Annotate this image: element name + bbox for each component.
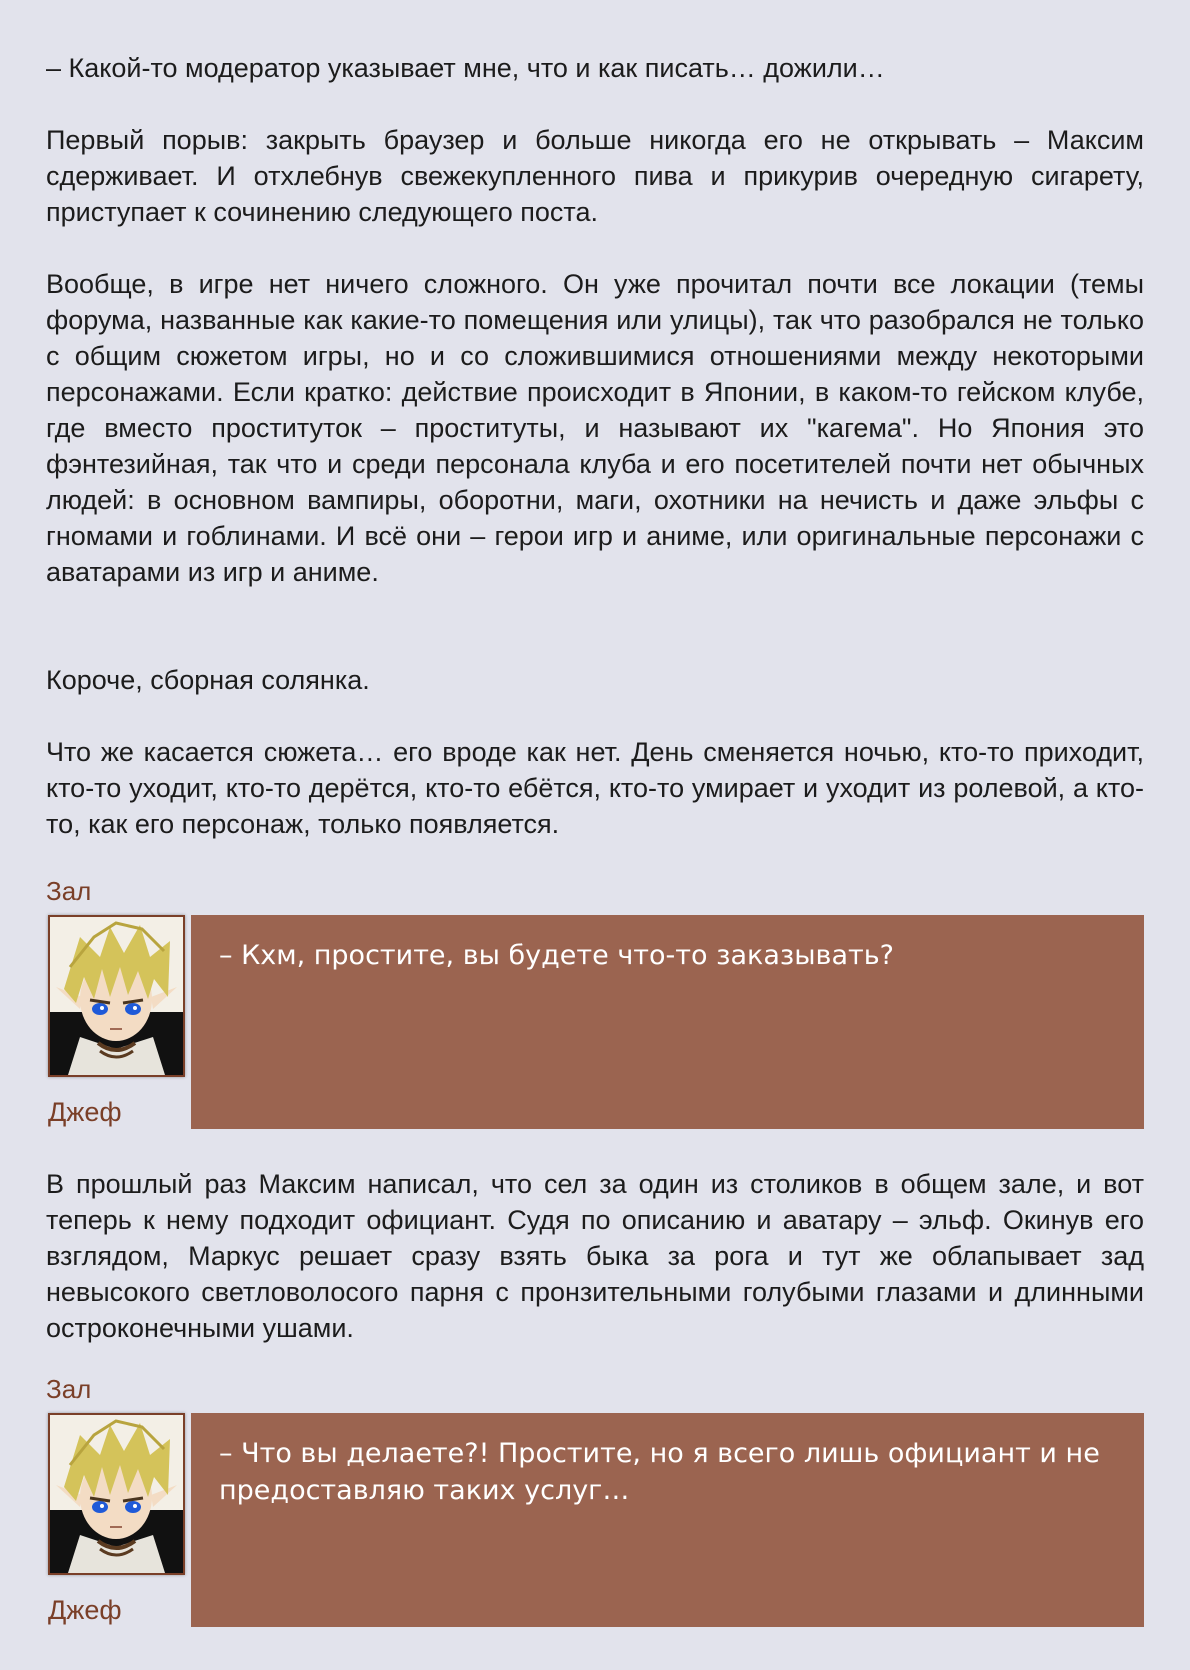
paragraph-6: В прошлый раз Максим написал, что сел за один из столиков в общем зале, и вот теперь к нему подходит официант. Судя по описанию и аватару – эльф. Окинув его взглядом, Маркус решает сразу взять быка за рога и тут же облапывает зад невысокого светловолосого парня с пронзительными голубыми глазами и длинными остроконечными ушами. — [46, 1169, 1144, 1343]
paragraph-1: – Какой-то модератор указывает мне, что и как писать… дожили… — [46, 53, 885, 83]
elf-avatar-icon — [48, 915, 185, 1077]
character-name: Джеф — [48, 1097, 122, 1127]
paragraph-4: Короче, сборная солянка. — [46, 665, 370, 695]
paragraph-3: Вообще, в игре нет ничего сложного. Он уже прочитал почти все локации (темы форума, названные как какие-то помещения или улицы), так что разобрался не только с общим сюжетом игры, но и со сложившимися отношениями между некоторыми персонажами. Если кратко: действие происходит в Японии, в каком-то гейском клубе, где вместо проституток – проституты, и называют их "кагема". Но Япония это фэнтезийная, так что и среди персонала клуба и его посетителей почти нет обычных людей: в основном вампиры, оборотни, маги, охотники на нечисть и даже эльфы с гномами и гоблинами. И всё они – герои игр и аниме, или оригинальные персонажи с аватарами из игр и аниме. — [46, 269, 1144, 587]
paragraph-5: Что же касается сюжета… его вроде как нет. День сменяется ночью, кто-то приходит, кто-то уходит, кто-то дерётся, кто-то ебётся, кто-то умирает и уходит из ролевой, а кто-то, как его персонаж, только появляется. — [46, 737, 1144, 839]
post-message-box — [191, 1413, 1144, 1627]
post-location-label: Зал — [46, 876, 92, 906]
post-message-box — [191, 915, 1144, 1129]
character-name: Джеф — [48, 1595, 122, 1625]
elf-avatar-icon — [48, 1413, 185, 1575]
post-message-text: – Что вы делаете?! Простите, но я всего лишь официант и не предоставляю таких услуг… — [219, 1438, 1100, 1506]
post-message-text: – Кхм, простите, вы будете что-то заказывать? — [219, 940, 894, 971]
paragraph-2: Первый порыв: закрыть браузер и больше никогда его не открывать – Максим сдерживает. И отхлебнув свежекупленного пива и прикурив очередную сигарету, приступает к сочинению следующего поста. — [46, 125, 1144, 227]
post-location-label: Зал — [46, 1374, 92, 1404]
